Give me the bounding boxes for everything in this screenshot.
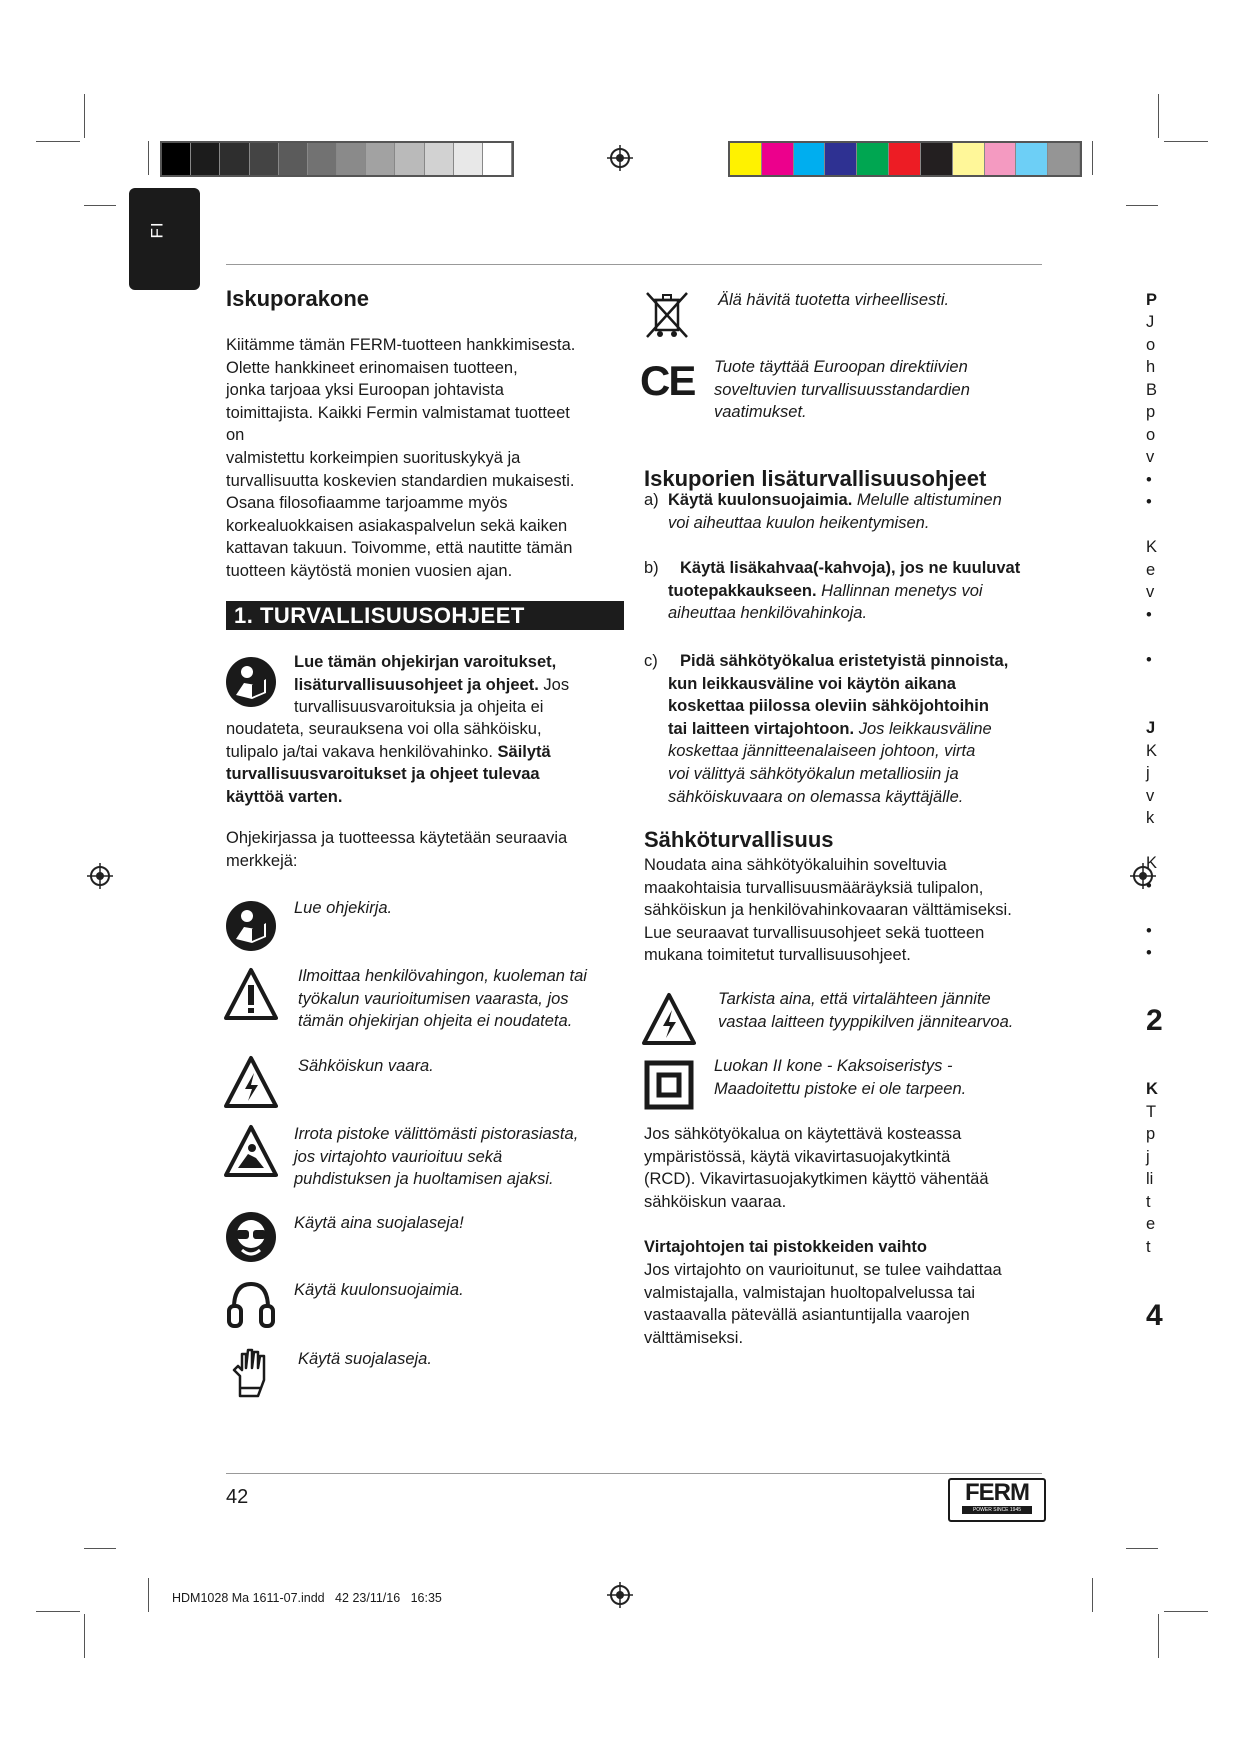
cord-section-title: Virtajohtojen tai pistokkeiden vaihto xyxy=(644,1238,927,1256)
electric-shock-icon xyxy=(642,992,696,1046)
symbol-description xyxy=(294,1123,578,1191)
symbol-description xyxy=(294,1212,464,1235)
next-page-fragment: p xyxy=(1146,1125,1156,1143)
warning-bold-line: turvallisuusvaroitukset ja ohjeet tulevaa xyxy=(226,765,540,784)
next-page-fragment: h xyxy=(1146,358,1156,376)
registration-mark-icon xyxy=(85,861,115,891)
next-page-fragment: j xyxy=(1146,764,1150,782)
print-slug-date: 23/11/16 16:35 xyxy=(352,1591,442,1605)
warning-block xyxy=(294,651,624,719)
item-bold-text: kun leikkausväline voi käytön aikana xyxy=(668,674,956,693)
registration-mark-icon xyxy=(605,1580,635,1610)
ce-line: vaatimukset. xyxy=(714,403,807,422)
item-bold-text: Käytä kuulonsuojaimia. xyxy=(668,491,853,509)
intro-line: Kiitämme tämän FERM-tuotteen hankkimisesta. xyxy=(226,336,576,354)
rcd-text xyxy=(644,1123,989,1213)
electrical-line: sähköiskun ja henkilövahinkovaaran välttämiseksi. xyxy=(644,901,1012,920)
class-ii-icon xyxy=(644,1060,694,1110)
header-rule xyxy=(226,264,1042,265)
symbol-description xyxy=(294,897,392,920)
next-page-fragment: K xyxy=(1146,1080,1158,1098)
next-page-fragment: • xyxy=(1146,877,1152,895)
calibration-swatch xyxy=(279,143,308,175)
calibration-swatch xyxy=(395,143,424,175)
crop-mark xyxy=(1158,1614,1159,1658)
item-italic-line: aiheuttaa henkilövahinkoja. xyxy=(668,604,868,623)
next-page-fragment: j xyxy=(1146,1148,1150,1166)
electrical-line: maakohtaisia turvallisuusmääräyksiä tulipalon, xyxy=(644,878,984,897)
intro-line: tuotteen käytöstä monien vuosien ajan. xyxy=(226,561,513,580)
next-page-fragment: o xyxy=(1146,336,1156,354)
weee-text: Älä hävitä tuotetta virheellisesti. xyxy=(718,291,950,309)
next-page-fragment: T xyxy=(1146,1103,1157,1121)
item-label: c) xyxy=(644,652,658,670)
symbol-description-line: Käytä aina suojalaseja! xyxy=(294,1214,464,1232)
print-slug xyxy=(172,1590,442,1606)
calibration-swatch xyxy=(425,143,454,175)
calibration-swatch xyxy=(308,143,337,175)
next-page-fragment: v xyxy=(1146,583,1155,601)
page-title: Iskuporakone xyxy=(226,286,370,311)
next-page-fragment: v xyxy=(1146,787,1155,805)
footer-rule xyxy=(226,1473,1042,1474)
symbol-description xyxy=(298,1055,434,1078)
warning-text: Jos xyxy=(538,675,570,694)
voltage-line: vastaa laitteen tyyppikilven jännitearvoa. xyxy=(718,1012,1014,1031)
page-number: 42 xyxy=(226,1486,249,1508)
cord-text xyxy=(644,1259,1002,1349)
ferm-logo xyxy=(948,1478,1046,1522)
intro-line: Olette hankkineet erinomaisen tuotteen, xyxy=(226,358,518,377)
intro-line: Osana filosofiaamme tarjoamme myös xyxy=(226,494,508,513)
item-bold-text: Käytä lisäkahvaa(-kahvoja), jos ne kuuluvat xyxy=(680,559,1021,577)
ferm-logo-text: FERM xyxy=(965,1479,1029,1506)
calibration-swatch xyxy=(794,143,826,175)
item-bold-text: tai laitteen virtajohtoon. xyxy=(668,719,855,738)
calibration-swatch xyxy=(762,143,794,175)
crop-mark xyxy=(148,141,149,175)
item-italic-line: koskettaa jännitteenalaiseen johtoon, virta xyxy=(668,742,976,761)
next-page-fragment: • xyxy=(1146,922,1152,940)
cord-line: valmistajalla, valmistajan huoltopalvelussa tai xyxy=(644,1283,976,1302)
ce-line: Tuote täyttää Euroopan direktiivien xyxy=(714,358,968,376)
next-page-fragment: li xyxy=(1146,1170,1154,1188)
warning-triangle-icon xyxy=(224,967,278,1021)
next-page-fragment: J xyxy=(1146,719,1156,737)
ferm-logo-tagline: POWER SINCE 1945 xyxy=(962,1506,1032,1514)
crop-mark xyxy=(1158,94,1159,138)
next-page-fragment: • xyxy=(1146,651,1152,669)
calibration-swatch xyxy=(857,143,889,175)
weee-bin-icon xyxy=(644,290,690,340)
crop-mark xyxy=(1092,141,1093,175)
item-label: a) xyxy=(644,491,659,509)
crop-mark xyxy=(1164,141,1208,142)
crop-mark xyxy=(1092,1578,1093,1612)
cord-line: vastaavalla pätevällä asiantuntijalla vaarojen xyxy=(644,1306,970,1325)
item-bold-text: Pidä sähkötyökalua eristetyistä pinnoista, xyxy=(680,652,1009,670)
crop-mark xyxy=(36,1611,80,1612)
next-page-fragment: K xyxy=(1146,742,1158,760)
calibration-swatch xyxy=(1016,143,1048,175)
class-ii-text xyxy=(714,1055,966,1100)
section-banner-label: 1. TURVALLISUUSOHJEET xyxy=(234,603,525,628)
symbols-intro xyxy=(226,827,567,872)
next-page-fragment: o xyxy=(1146,426,1156,444)
cord-line: Jos virtajohto on vaurioitunut, se tulee vaihdattaa xyxy=(644,1261,1002,1279)
symbol-description xyxy=(294,1279,464,1302)
read-manual-icon xyxy=(224,899,278,953)
next-page-fragment: • xyxy=(1146,606,1152,624)
symbol-description-line: Käytä kuulonsuojaimia. xyxy=(294,1281,464,1299)
crop-mark xyxy=(84,205,116,206)
symbol-description-line: Lue ohjekirja. xyxy=(294,899,393,917)
class-ii-line: Luokan II kone - Kaksoiseristys - xyxy=(714,1057,953,1075)
color-calibration-bar xyxy=(728,141,1082,177)
item-text xyxy=(668,489,1048,534)
symbol-description-line: Irrota pistoke välittömästi pistorasiasta, xyxy=(294,1125,579,1143)
next-page-fragment: v xyxy=(1146,448,1155,466)
crop-mark xyxy=(84,1548,116,1549)
calibration-swatch xyxy=(889,143,921,175)
item-italic-text: Hallinnan menetys voi xyxy=(816,581,983,600)
next-page-fragment: • xyxy=(1146,944,1152,962)
ear-protection-icon xyxy=(224,1278,278,1332)
crop-mark xyxy=(84,1614,85,1658)
crop-mark xyxy=(1126,1548,1158,1549)
warning-text: noudateta, seurauksena voi olla sähköisku, xyxy=(226,720,542,738)
warning-block-cont xyxy=(226,718,624,808)
intro-line: kattavan takuun. Toivomme, että nautitte tämän xyxy=(226,539,573,558)
registration-mark-icon xyxy=(605,143,635,173)
intro-text xyxy=(226,334,575,583)
print-slug-file: HDM1028 Ma 1611-07.indd 42 xyxy=(172,1591,349,1605)
symbol-description-line: puhdistuksen ja huoltamisen ajaksi. xyxy=(294,1170,554,1189)
calibration-swatch xyxy=(730,143,762,175)
symbol-description-line: Käytä suojalaseja. xyxy=(298,1350,432,1368)
next-page-fragment: K xyxy=(1146,854,1158,872)
electrical-line: mukana toimitetut turvallisuusohjeet. xyxy=(644,946,911,965)
item-italic-line: voi aiheuttaa kuulon heikentymisen. xyxy=(668,513,930,532)
safety-glasses-icon xyxy=(224,1210,278,1264)
calibration-swatch xyxy=(162,143,191,175)
calibration-swatch xyxy=(985,143,1017,175)
item-italic-line: voi välittyä sähkötyökalun metalliosiin ja xyxy=(668,764,959,783)
rcd-line: ympäristössä, käytä vikavirtasuojakytkintä xyxy=(644,1147,951,1166)
intro-line: korkealuokkaisen asiakaspalvelun sekä kaiken xyxy=(226,516,568,535)
next-page-fragment: p xyxy=(1146,403,1156,421)
calibration-swatch xyxy=(953,143,985,175)
next-page-fragment: B xyxy=(1146,381,1158,399)
electrical-text xyxy=(644,854,1012,967)
class-ii-line: Maadoitettu pistoke ei ole tarpeen. xyxy=(714,1079,967,1098)
ce-text xyxy=(714,356,970,424)
warning-bold-line: käyttöä varten. xyxy=(226,787,343,806)
item-bold-text: tuotepakkaukseen. xyxy=(668,581,817,600)
warning-text: tulipalo ja/tai vakava henkilövahinko. xyxy=(226,742,498,761)
next-page-fragment: k xyxy=(1146,809,1155,827)
rcd-line: Jos sähkötyökalua on käytettävä kosteassa xyxy=(644,1125,962,1143)
language-tab xyxy=(129,188,200,290)
next-page-fragment: • xyxy=(1146,471,1152,489)
rcd-line: (RCD). Vikavirtasuojakytkimen käyttö vähentää xyxy=(644,1170,989,1189)
symbols-intro-line: merkkejä: xyxy=(226,851,298,870)
ce-line: soveltuvien turvallisuusstandardien xyxy=(714,380,970,399)
warning-bold-text: Säilytä xyxy=(497,742,551,761)
calibration-swatch xyxy=(337,143,366,175)
intro-line: toimittajista. Kaikki Fermin valmistamat tuotteet xyxy=(226,403,570,422)
symbol-description-line: jos virtajohto vaurioituu sekä xyxy=(294,1147,503,1166)
item-bold-text: koskettaa piilossa oleviin sähköjohtoihin xyxy=(668,697,989,716)
item-text xyxy=(668,650,1060,808)
unplug-icon xyxy=(224,1124,278,1178)
crop-mark xyxy=(1164,1611,1208,1612)
calibration-swatch xyxy=(825,143,857,175)
warning-text: turvallisuusvaroituksia ja ohjeita ei xyxy=(294,698,544,717)
symbol-description-line: Ilmoittaa henkilövahingon, kuoleman tai xyxy=(298,967,587,985)
item-italic-line: sähköiskuvaara on olemassa käyttäjälle. xyxy=(668,787,964,806)
electrical-section-title: Sähköturvallisuus xyxy=(644,827,834,852)
electric-shock-icon xyxy=(224,1055,278,1109)
cord-line: välttämiseksi. xyxy=(644,1328,744,1347)
impact-section-title: Iskuporien lisäturvallisuusohjeet xyxy=(644,466,987,491)
calibration-swatch xyxy=(1048,143,1080,175)
voltage-text xyxy=(718,988,1013,1033)
section-banner xyxy=(226,601,624,630)
item-italic-text: Jos leikkausväline xyxy=(854,719,992,738)
warning-bold-line: lisäturvallisuusohjeet ja ohjeet. xyxy=(294,675,539,694)
next-page-fragment: 2 xyxy=(1146,1004,1163,1037)
crop-mark xyxy=(148,1578,149,1612)
item-label: b) xyxy=(644,559,659,577)
warning-bold-line: Lue tämän ohjekirjan varoitukset, xyxy=(294,653,557,671)
next-page-fragment: J xyxy=(1146,313,1155,331)
electrical-line: Noudata aina sähkötyökaluihin soveltuvia xyxy=(644,856,947,874)
crop-mark xyxy=(36,141,80,142)
next-page-fragment: P xyxy=(1146,291,1158,309)
next-page-fragment: 4 xyxy=(1146,1299,1163,1332)
symbol-description xyxy=(298,1348,432,1371)
read-manual-icon xyxy=(224,655,278,709)
next-page-fragment: e xyxy=(1146,561,1156,579)
next-page-fragment: t xyxy=(1146,1238,1151,1256)
rcd-line: sähköiskun vaaraa. xyxy=(644,1192,787,1211)
symbol-description xyxy=(298,965,587,1033)
gloves-icon xyxy=(224,1346,278,1400)
intro-line: turvallisuutta koskevien standardien mukaisesti. xyxy=(226,471,575,490)
symbol-description-line: tämän ohjekirjan ohjeita ei noudateta. xyxy=(298,1012,573,1031)
crop-mark xyxy=(84,94,85,138)
grayscale-calibration-bar xyxy=(160,141,514,177)
calibration-swatch xyxy=(454,143,483,175)
next-page-fragment: • xyxy=(1146,493,1152,511)
symbol-description-line: työkalun vaurioitumisen vaarasta, jos xyxy=(298,989,569,1008)
calibration-swatch xyxy=(366,143,395,175)
next-page-fragment: K xyxy=(1146,538,1158,556)
electrical-line: Lue seuraavat turvallisuusohjeet sekä tuotteen xyxy=(644,923,985,942)
language-tab-label: FI xyxy=(147,221,167,239)
voltage-line: Tarkista aina, että virtalähteen jännite xyxy=(718,990,991,1008)
symbols-intro-line: Ohjekirjassa ja tuotteessa käytetään seuraavia xyxy=(226,829,568,847)
calibration-swatch xyxy=(921,143,953,175)
intro-line: valmistettu korkeimpien suorituskykyä ja xyxy=(226,448,521,467)
calibration-swatch xyxy=(250,143,279,175)
item-italic-text: Melulle altistuminen xyxy=(852,491,1002,509)
symbol-description-line: Sähköiskun vaara. xyxy=(298,1057,434,1075)
intro-line: jonka tarjoaa yksi Euroopan johtavista xyxy=(226,381,504,400)
calibration-swatch xyxy=(220,143,249,175)
calibration-swatch xyxy=(483,143,512,175)
next-page-fragment: e xyxy=(1146,1215,1156,1233)
item-text xyxy=(668,557,1060,625)
calibration-swatch xyxy=(191,143,220,175)
intro-line: on xyxy=(226,426,245,445)
ce-mark-icon: CE xyxy=(640,357,695,404)
next-page-fragment: t xyxy=(1146,1193,1151,1211)
crop-mark xyxy=(1126,205,1158,206)
